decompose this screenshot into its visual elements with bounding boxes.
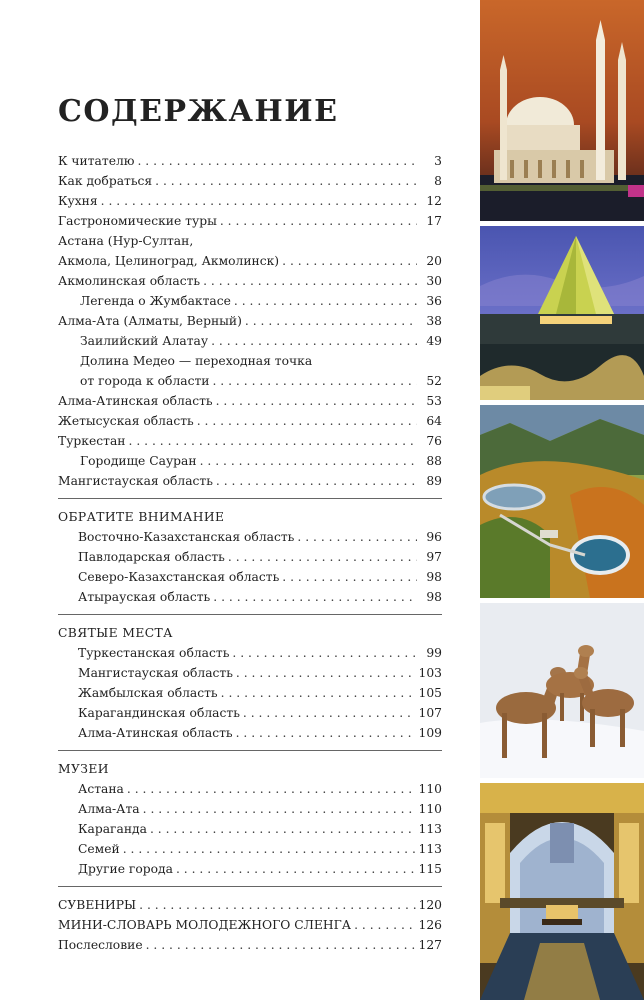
toc-entry-page: 76 [426,434,442,448]
toc-entry-page: 20 [426,254,442,268]
toc-entry [58,431,442,451]
toc-leader-dots [155,171,417,191]
toc-entry-page: 127 [418,938,442,952]
toc-final-list [58,895,442,955]
toc-leader-dots [150,819,416,839]
toc-leader-dots [245,311,417,331]
toc-entry-label: Долина Медео — переходная точка [80,354,313,368]
toc-entry-page: 64 [426,414,442,428]
toc-entry [58,171,442,191]
toc-entry [58,663,442,683]
toc-leader-dots [137,151,417,171]
toc-entry-label: Мангистауская область [58,474,213,488]
toc-entry-label: Северо-Казахстанская область [78,570,280,584]
toc-entry-page: 30 [426,274,442,288]
toc-entry-label: Легенда о Жумбактасе [80,294,231,308]
toc-entry-page: 110 [418,782,442,796]
toc-entry-label: Городище Сауран [80,454,197,468]
toc-entry-label: Астана (Нур-Султан, [58,234,194,248]
toc-leader-dots [143,799,416,819]
toc-entry-label: Акмолинская область [58,274,201,288]
toc-leader-dots [220,211,417,231]
toc-museums-list [58,779,442,879]
toc-entry-page: 105 [418,686,442,700]
toc-entry-page: 107 [418,706,442,720]
toc-main-list [58,151,442,491]
toc-entry-page: 97 [426,550,442,564]
toc-entry-page: 88 [426,454,442,468]
toc-entry [58,915,442,935]
toc-entry-page: 99 [426,646,442,660]
toc-entry-page: 113 [418,842,442,856]
toc-leader-dots [221,683,416,703]
toc-leader-dots [282,251,417,271]
toc-entry-label: СУВЕНИРЫ [58,898,137,912]
toc-entry-label: Восточно-Казахстанская область [78,530,295,544]
toc-entry-label: Карагандинская область [78,706,240,720]
toc-entry-label: Послесловие [58,938,143,952]
toc-entry [58,451,442,471]
toc-entry [58,723,442,743]
toc-entry-label: Павлодарская область [78,550,225,564]
toc-leader-dots [354,915,415,935]
toc-entry-label: Кухня [58,194,98,208]
toc-entry-label: Семей [78,842,120,856]
toc-leader-dots [200,451,417,471]
toc-entry-page: 12 [426,194,442,208]
toc-attention-list [58,527,442,607]
toc-entry [58,779,442,799]
toc-entry-label: от города к области [80,374,210,388]
toc-entry [58,527,442,547]
toc-entry-label: Атырауская область [78,590,211,604]
toc-entry-page: 53 [426,394,442,408]
toc-entry-page: 17 [426,214,442,228]
toc-entry [58,643,442,663]
toc-leader-dots [211,331,417,351]
toc-entry-label: Туркестанская область [78,646,230,660]
toc-entry-page: 126 [418,918,442,932]
toc-entry-label: Алма-Атинская область [78,726,233,740]
toc-leader-dots [236,663,416,683]
toc-entry [58,839,442,859]
toc-entry-page: 49 [426,334,442,348]
toc-entry-label: Как добраться [58,174,153,188]
toc-entry-label: Заилийский Алатау [80,334,209,348]
toc-entry-page: 120 [418,898,442,912]
toc-leader-dots [129,431,418,451]
section-heading-attention: ОБРАТИТЕ ВНИМАНИЕ [58,510,225,524]
toc-entry-label: Гастрономические туры [58,214,217,228]
section-heading-holy-places: СВЯТЫЕ МЕСТА [58,626,173,640]
toc-leader-dots [213,587,417,607]
toc-entry [58,251,442,271]
toc-entry [58,895,442,915]
toc-leader-dots [212,371,417,391]
toc-entry [58,371,442,391]
toc-entry-page: 38 [426,314,442,328]
toc-entry-label: Мангистауская область [78,666,233,680]
toc-entry [58,819,442,839]
toc-entry [58,703,442,723]
toc-entry [58,191,442,211]
toc-leader-dots [228,547,417,567]
toc-entry [58,587,442,607]
toc-entry-page: 98 [426,590,442,604]
toc-holy-list [58,643,442,743]
toc-entry-page: 103 [418,666,442,680]
canal-photo [480,783,644,1000]
toc-entry-label: Туркестан [58,434,126,448]
toc-entry [58,799,442,819]
toc-leader-dots [234,291,417,311]
toc-entry-label: Жетысуская область [58,414,194,428]
toc-entry [58,291,442,311]
toc-entry [58,859,442,879]
toc-leader-dots [216,471,417,491]
toc-entry [58,683,442,703]
toc-entry-page: 89 [426,474,442,488]
toc-leader-dots [123,839,416,859]
toc-leader-dots [101,191,417,211]
toc-entry [58,311,442,331]
toc-entry-label: Астана [78,782,124,796]
toc-entry [58,391,442,411]
toc-entry [58,151,442,171]
toc-entry-page: 109 [418,726,442,740]
toc-leader-dots [232,643,417,663]
toc-entry-page: 36 [426,294,442,308]
toc-entry [58,935,442,955]
toc-entry-label: Акмола, Целиноград, Акмолинск) [58,254,280,268]
toc-entry [58,211,442,231]
photo-strip [480,0,644,1000]
mosque-photo [480,0,644,221]
toc-entry-label: Алма-Атинская область [58,394,213,408]
toc-entry-page: 113 [418,822,442,836]
deer-photo [480,603,644,778]
page-title: СОДЕРЖАНИЕ [58,94,339,129]
toc-entry [58,231,442,251]
section-heading-museums: МУЗЕИ [58,762,109,776]
toc-entry [58,471,442,491]
toc-entry-page: 3 [434,154,442,168]
toc-entry-label: МИНИ-СЛОВАРЬ МОЛОДЕЖНОГО СЛЕНГА [58,918,352,932]
toc-entry [58,351,442,371]
toc-entry [58,567,442,587]
toc-leader-dots [176,859,416,879]
toc-entry-page: 115 [418,862,442,876]
toc-entry-label: Жамбылская область [78,686,218,700]
toc-leader-dots [282,567,417,587]
toc-leader-dots [243,703,416,723]
toc-leader-dots [127,779,416,799]
toc-entry [58,411,442,431]
toc-entry-page: 8 [434,174,442,188]
toc-leader-dots [216,391,417,411]
toc-entry-page: 52 [426,374,442,388]
toc-entry-label: Алма-Ата [78,802,140,816]
toc-entry-label: Караганда [78,822,147,836]
toc-leader-dots [139,895,415,915]
toc-entry [58,547,442,567]
toc-entry [58,271,442,291]
toc-leader-dots [297,527,417,547]
toc-entry-label: Другие города [78,862,173,876]
table-of-contents [58,151,442,955]
toc-entry-label: К читателю [58,154,135,168]
pyramid-photo [480,226,644,400]
toc-leader-dots [146,935,416,955]
toc-entry-page: 110 [418,802,442,816]
toc-entry-page: 98 [426,570,442,584]
toc-leader-dots [203,271,417,291]
toc-entry [58,331,442,351]
toc-entry-page: 96 [426,530,442,544]
toc-leader-dots [236,723,416,743]
medeo-valley-photo [480,405,644,598]
toc-leader-dots [197,411,417,431]
toc-entry-label: Алма-Ата (Алматы, Верный) [58,314,242,328]
